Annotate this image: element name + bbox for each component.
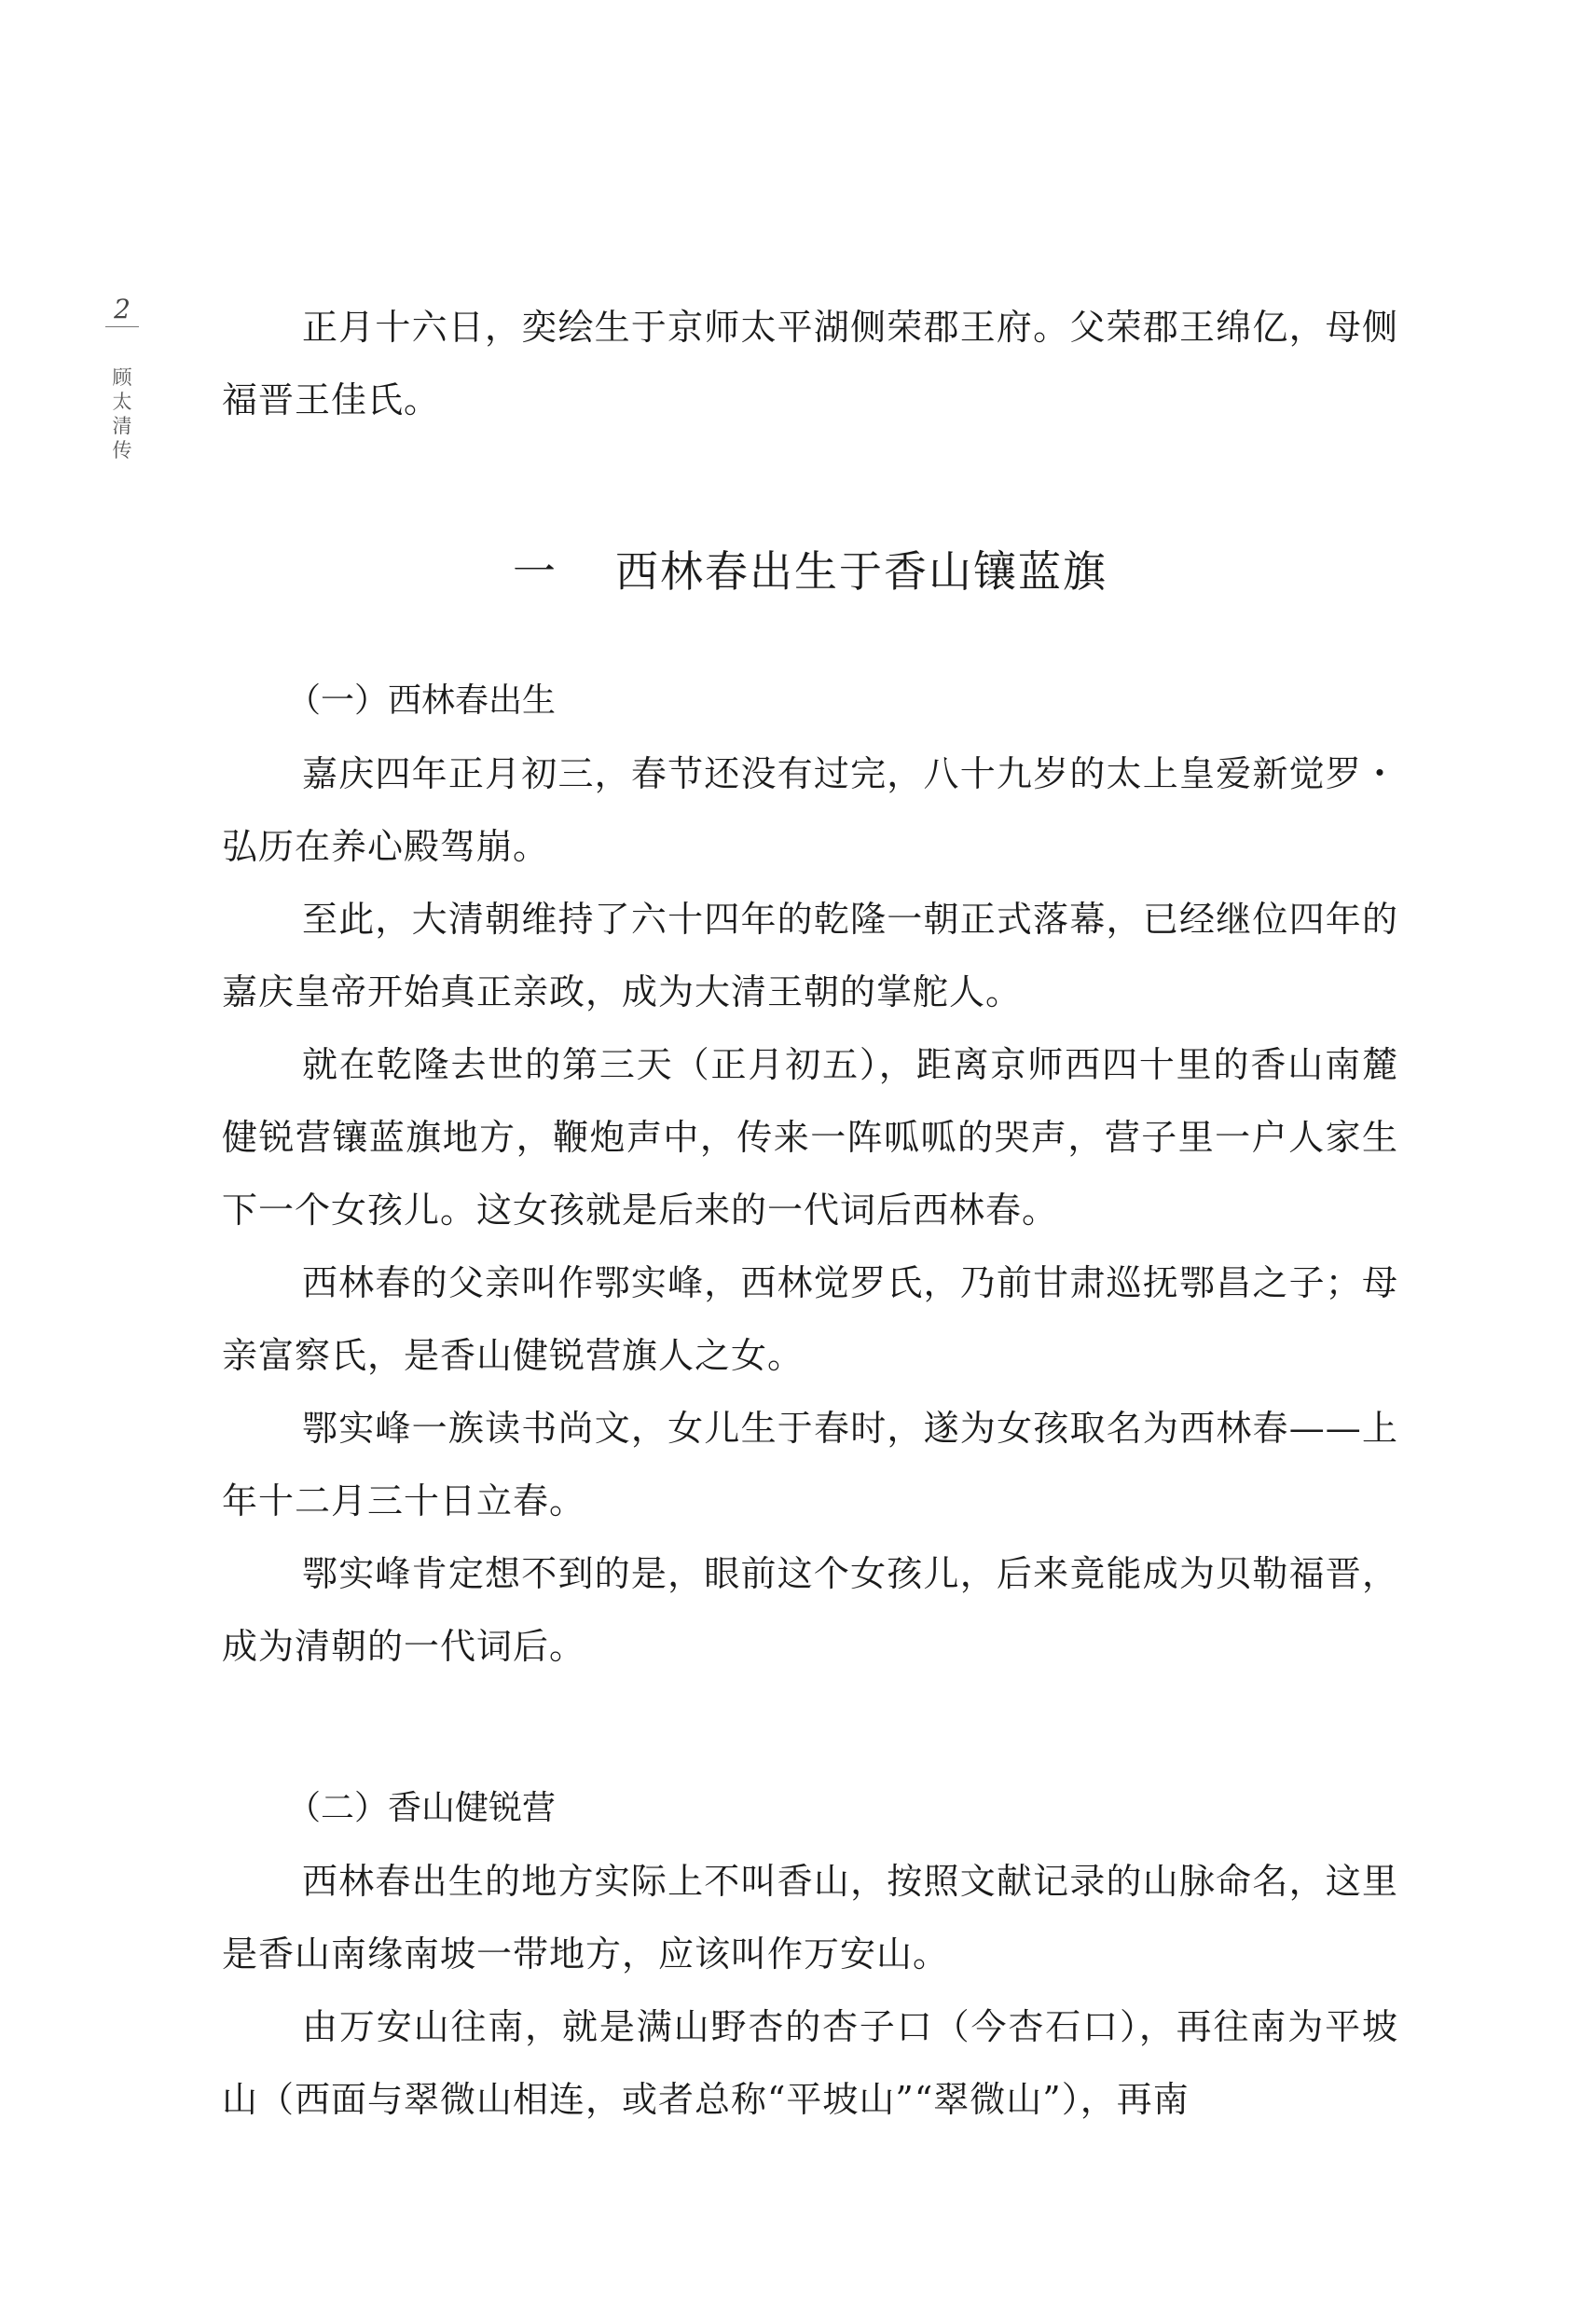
section-title: （二）香山健锐营 bbox=[287, 1789, 557, 1827]
chapter-number: 一 bbox=[513, 546, 557, 597]
paragraph: 西林春出生的地方实际上不叫香山，按照文献记录的山脉命名，这里是香山南缘南坡一带地方，应该叫作万安山。 bbox=[222, 1861, 1398, 1975]
paragraph: 由万安山往南，就是满山野杏的杏子口（今杏石口），再往南为平坡山（西面与翠微山相连，或者总称“平坡山”“翠微山”），再南 bbox=[222, 2006, 1398, 2120]
paragraph: 嘉庆四年正月初三，春节还没有过完，八十九岁的太上皇爱新觉罗・弘历在养心殿驾崩。 bbox=[222, 753, 1398, 867]
intro-paragraph: 正月十六日，奕绘生于京师太平湖侧荣郡王府。父荣郡王绵亿，母侧福晋王佳氏。 bbox=[222, 307, 1398, 420]
section-title: （一）西林春出生 bbox=[287, 681, 557, 720]
paragraph: 至此，大清朝维持了六十四年的乾隆一朝正式落幕，已经继位四年的嘉庆皇帝开始真正亲政，成为大清王朝的掌舵人。 bbox=[222, 899, 1398, 1012]
paragraph: 鄂实峰一族读书尚文，女儿生于春时，遂为女孩取名为西林春——上年十二月三十日立春。 bbox=[222, 1408, 1398, 1521]
page-body bbox=[222, 291, 1398, 2136]
page-number: 2 bbox=[114, 294, 131, 324]
section-spacer bbox=[222, 1683, 1398, 1772]
paragraph: 鄂实峰肯定想不到的是，眼前这个女孩儿，后来竟能成为贝勒福晋，成为清朝的一代词后。 bbox=[222, 1553, 1398, 1667]
chapter-title bbox=[222, 436, 1398, 665]
paragraph: 就在乾隆去世的第三天（正月初五），距离京师西四十里的香山南麓健锐营镶蓝旗地方，鞭炮声中，传来一阵呱呱的哭声，营子里一户人家生下一个女孩儿。这女孩就是后来的一代词后西林春。 bbox=[222, 1044, 1398, 1231]
page-number-rule bbox=[105, 326, 139, 327]
paragraph: 西林春的父亲叫作鄂实峰，西林觉罗氏，乃前甘肃巡抚鄂昌之子；母亲富察氏，是香山健锐营旗人之女。 bbox=[222, 1262, 1398, 1376]
chapter-title-text: 西林春出生于香山镶蓝旗 bbox=[615, 546, 1108, 597]
running-head: 顾太清传 bbox=[112, 366, 132, 461]
